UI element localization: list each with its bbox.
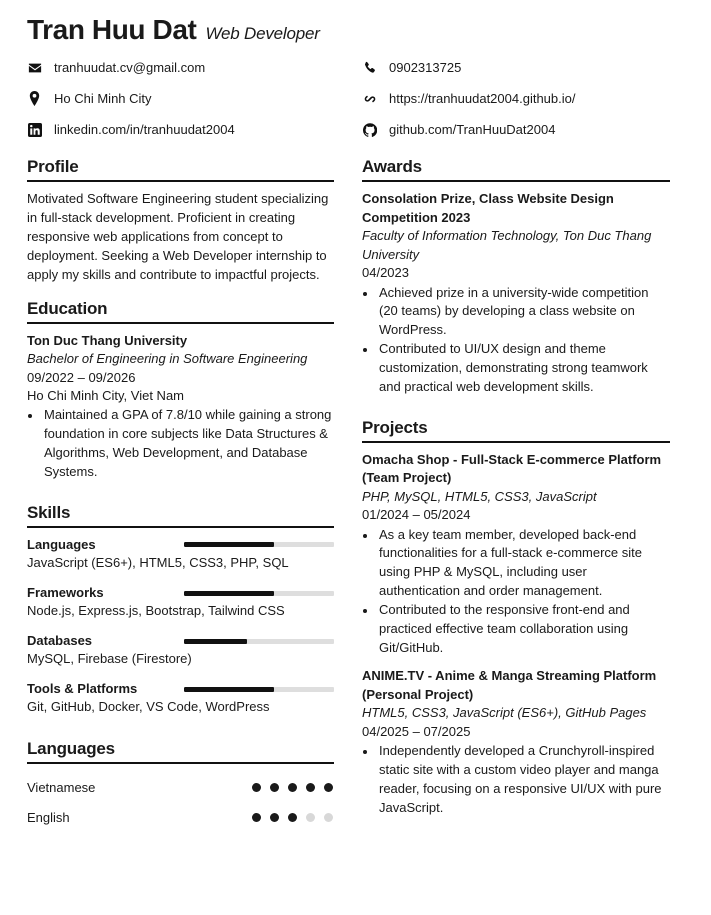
contact-text: linkedin.com/in/tranhuudat2004 [54, 121, 235, 137]
phone-icon [362, 61, 377, 75]
profile-text: Motivated Software Engineering student specializing in full-stack development. Proficient in creating responsive web applications from concept to deployment. Seeking a Web Developer internship to apply my skills and contribute to impactful projects. [27, 191, 329, 282]
left-column [27, 156, 334, 835]
skill-bar-fill [184, 639, 247, 644]
skill-bar-fill [184, 591, 274, 596]
skill-item [27, 632, 334, 669]
section-projects [362, 417, 670, 818]
entry [362, 667, 670, 817]
section-title-languages: Languages [27, 739, 115, 758]
section-title-profile: Profile [27, 157, 79, 177]
entry-title: Consolation Prize, Class Website Design Competition 2023 [362, 191, 614, 225]
content-columns [27, 156, 684, 835]
skill-label: Languages [27, 536, 96, 552]
bullet-list [27, 406, 334, 481]
linkedin-icon [27, 123, 42, 137]
level-dot [288, 813, 297, 822]
skill-bar [184, 542, 334, 547]
bullet-item: • Achieved prize in a university-wide competition (20 teams) by developing a class website on WordPress. [377, 284, 670, 341]
section-title-projects: Projects [362, 417, 428, 437]
entry-location: Ho Chi Minh City, Viet Nam [27, 387, 185, 403]
language-name: English [27, 809, 70, 825]
language-level-dots [252, 813, 334, 822]
entry-title: ANIME.TV - Anime & Manga Streaming Platform (Personal Project) [362, 668, 657, 702]
skill-value: MySQL, Firebase (Firestore) [27, 651, 192, 667]
skill-label: Tools & Platforms [27, 680, 138, 696]
entry [362, 451, 670, 658]
projects-entries [362, 451, 670, 818]
section-languages [27, 738, 334, 832]
envelope-icon [27, 61, 42, 75]
github-icon [362, 123, 377, 137]
skill-header [27, 536, 334, 554]
section-title-awards: Awards [362, 157, 422, 177]
section-rule [27, 180, 334, 182]
skill-label: Frameworks [27, 584, 104, 600]
skill-header [27, 680, 334, 698]
bullet-list [362, 284, 670, 397]
section-title-skills: Skills [27, 502, 71, 522]
bullet-item: • As a key team member, developed back-end functionalities for a full-stack e-commerce site using PHP & MySQL, including user authentication and order management. [377, 526, 670, 601]
contact-text: github.com/TranHuuDat2004 [389, 121, 556, 137]
bullet-item: • Independently developed a Crunchyroll-inspired static site with a custom video player and manga reader, focusing on a responsive UI/UX with pure JavaScript. [377, 742, 670, 817]
contact-github[interactable] [362, 114, 684, 145]
section-rule [362, 441, 670, 443]
bullet-list [362, 526, 670, 658]
skill-label: Databases [27, 632, 93, 648]
level-dot [270, 783, 279, 792]
job-title: Web Developer [205, 24, 320, 43]
section-profile [27, 156, 334, 284]
level-dot [252, 813, 261, 822]
level-dot [306, 813, 315, 822]
contact-location[interactable] [27, 83, 362, 114]
language-name: Vietnamese [27, 779, 96, 795]
level-dot [324, 783, 333, 792]
contact-text: Ho Chi Minh City [54, 90, 152, 106]
section-rule [362, 180, 670, 182]
language-row [27, 772, 334, 802]
skills-list [27, 536, 334, 717]
entry-subtitle: Faculty of Information Technology, Ton Duc Thang University [362, 228, 652, 262]
section-skills [27, 502, 334, 717]
skill-bar-fill [184, 542, 274, 547]
skill-bar-fill [184, 687, 274, 692]
section-rule [27, 526, 334, 528]
skill-bar [184, 687, 334, 692]
skill-value: Node.js, Express.js, Bootstrap, Tailwind CSS [27, 603, 285, 619]
right-column [362, 156, 670, 835]
resume-header [27, 14, 684, 46]
entry [362, 190, 670, 396]
link-icon [362, 92, 377, 106]
page-title: Tran Huu Dat [27, 14, 197, 45]
entry-subtitle: HTML5, CSS3, JavaScript (ES6+), GitHub Pages [362, 705, 647, 721]
level-dot [324, 813, 333, 822]
contact-text: 0902313725 [389, 59, 462, 75]
entry-date: 04/2023 [362, 265, 409, 281]
entry-institution: Ton Duc Thang University [27, 332, 188, 348]
contact-text: https://tranhuudat2004.github.io/ [389, 90, 576, 106]
contact-text: tranhuudat.cv@gmail.com [54, 59, 206, 75]
education-entries [27, 332, 334, 482]
section-education [27, 298, 334, 482]
skill-item [27, 680, 334, 717]
skill-header [27, 632, 334, 650]
contact-phone[interactable] [362, 52, 684, 83]
entry-title: Omacha Shop - Full-Stack E-commerce Platform (Team Project) [362, 451, 662, 486]
skill-header [27, 584, 334, 602]
language-row [27, 802, 334, 832]
contact-email[interactable] [27, 52, 362, 83]
entry-degree: Bachelor of Engineering in Software Engineering [27, 351, 308, 367]
bullet-list [362, 742, 670, 817]
map-pin-icon [27, 91, 42, 106]
bullet-item: • Maintained a GPA of 7.8/10 while gaining a strong foundation in core subjects like Data Structures & Algorithms, Web Development, and Database Systems. [42, 406, 334, 481]
entry [27, 332, 334, 482]
skill-item [27, 584, 334, 621]
bullet-item: • Contributed to the responsive front-end and practiced effective team collaboration using Git/GitHub. [377, 601, 670, 658]
entry-date: 04/2025 – 07/2025 [362, 723, 471, 739]
bullet-item: • Contributed to UI/UX design and theme customization, demonstrating strong teamwork and practical web development skills. [377, 340, 670, 397]
entry-date: 01/2024 – 05/2024 [362, 507, 471, 523]
skill-bar [184, 639, 334, 644]
language-level-dots [252, 783, 334, 792]
entry-subtitle: PHP, MySQL, HTML5, CSS3, JavaScript [362, 488, 597, 504]
entry-dates: 09/2022 – 09/2026 [27, 369, 136, 385]
contact-grid [27, 52, 684, 145]
contact-linkedin[interactable] [27, 114, 362, 145]
contact-website[interactable] [362, 83, 684, 114]
level-dot [270, 813, 279, 822]
section-awards [362, 156, 670, 396]
level-dot [306, 783, 315, 792]
section-rule [27, 762, 334, 764]
skill-bar [184, 591, 334, 596]
awards-entries [362, 190, 670, 396]
level-dot [252, 783, 261, 792]
skill-item [27, 536, 334, 573]
skill-value: Git, GitHub, Docker, VS Code, WordPress [27, 699, 270, 715]
level-dot [288, 783, 297, 792]
section-rule [27, 322, 334, 324]
section-title-education: Education [27, 298, 108, 318]
languages-list [27, 772, 334, 832]
skill-value: JavaScript (ES6+), HTML5, CSS3, PHP, SQL [27, 555, 289, 571]
